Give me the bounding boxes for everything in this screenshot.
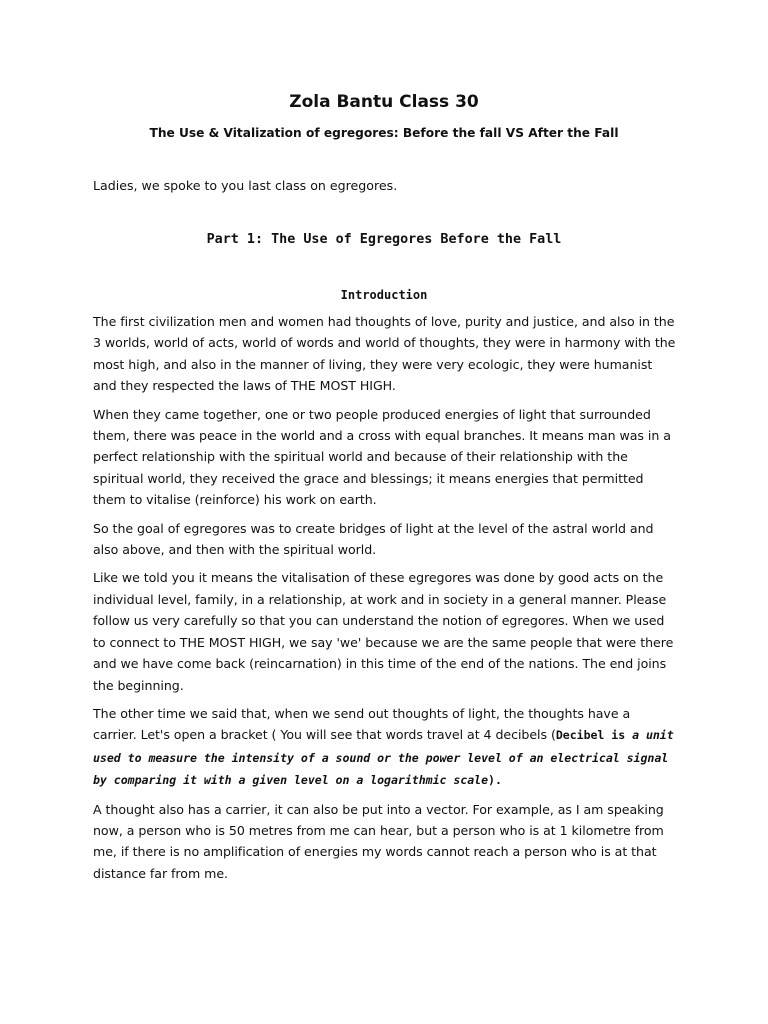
decibel-close: ). [488, 773, 502, 788]
paragraph-5 [93, 703, 677, 792]
document-title: Zola Bantu Class 30 [289, 92, 479, 112]
paragraph-3: So the goal of egregores was to create bridges of light at the level of the astral world and also above, and then with the spiritual world. [93, 520, 654, 558]
paragraph-2: When they came together, one or two people produced energies of light that surrounded them, there was peace in the world and a cross with equal branches. It means man was in a perfect relationship with the spiritual world and because of their relationship with the spiritual world, they received the grace and blessings; it means energies that permitted them to vitalise (reinforce) his work on earth. [93, 406, 671, 508]
paragraph-1: The first civilization men and women had thoughts of love, purity and justice, and also in the 3 worlds, world of acts, world of words and world of thoughts, they were in harmony with the most high, and also in the manner of living, they were very ecologic, they were humanist and they respected the laws of THE MOST HIGH. [93, 314, 676, 394]
paragraph-6: A thought also has a carrier, it can also be put into a vector. For example, as I am speaking now, a person who is 50 metres from me can hear, but a person who is at 1 kilometre from me, if there is no amplification of energies my words cannot reach a person who is at that distance far from me. [93, 801, 664, 881]
section-heading: Introduction [340, 288, 428, 302]
decibel-lead-text: The other time we said that, when we send out thoughts of light, the thoughts have a carrier. Let's open a bracket ( You will see that words travel at 4 decibels ( [93, 705, 631, 743]
document-subtitle: The Use & Vitalization of egregores: Before the fall VS After the Fall [149, 126, 619, 140]
decibel-term: Decibel is [555, 728, 633, 743]
body-text [93, 311, 677, 891]
decibel-definition: a unit used to measure the intensity of a sound or the power level of an electrical signal by comparing it with a given level on a logarithmic scale [93, 728, 674, 788]
paragraph-4: Like we told you it means the vitalisation of these egregores was done by good acts on the individual level, family, in a relationship, at work and in society in a general manner. Please follow us very carefully so that you can understand the notion of egregores. When we used to connect to THE MOST HIGH, we say 'we' because we are the same people that were there and we have come back (reincarnation) in this time of the end of the nations. The end joins the beginning. [93, 570, 674, 693]
part-heading: Part 1: The Use of Egregores Before the Fall [206, 232, 562, 247]
opening-line: Ladies, we spoke to you last class on egregores. [93, 178, 398, 193]
